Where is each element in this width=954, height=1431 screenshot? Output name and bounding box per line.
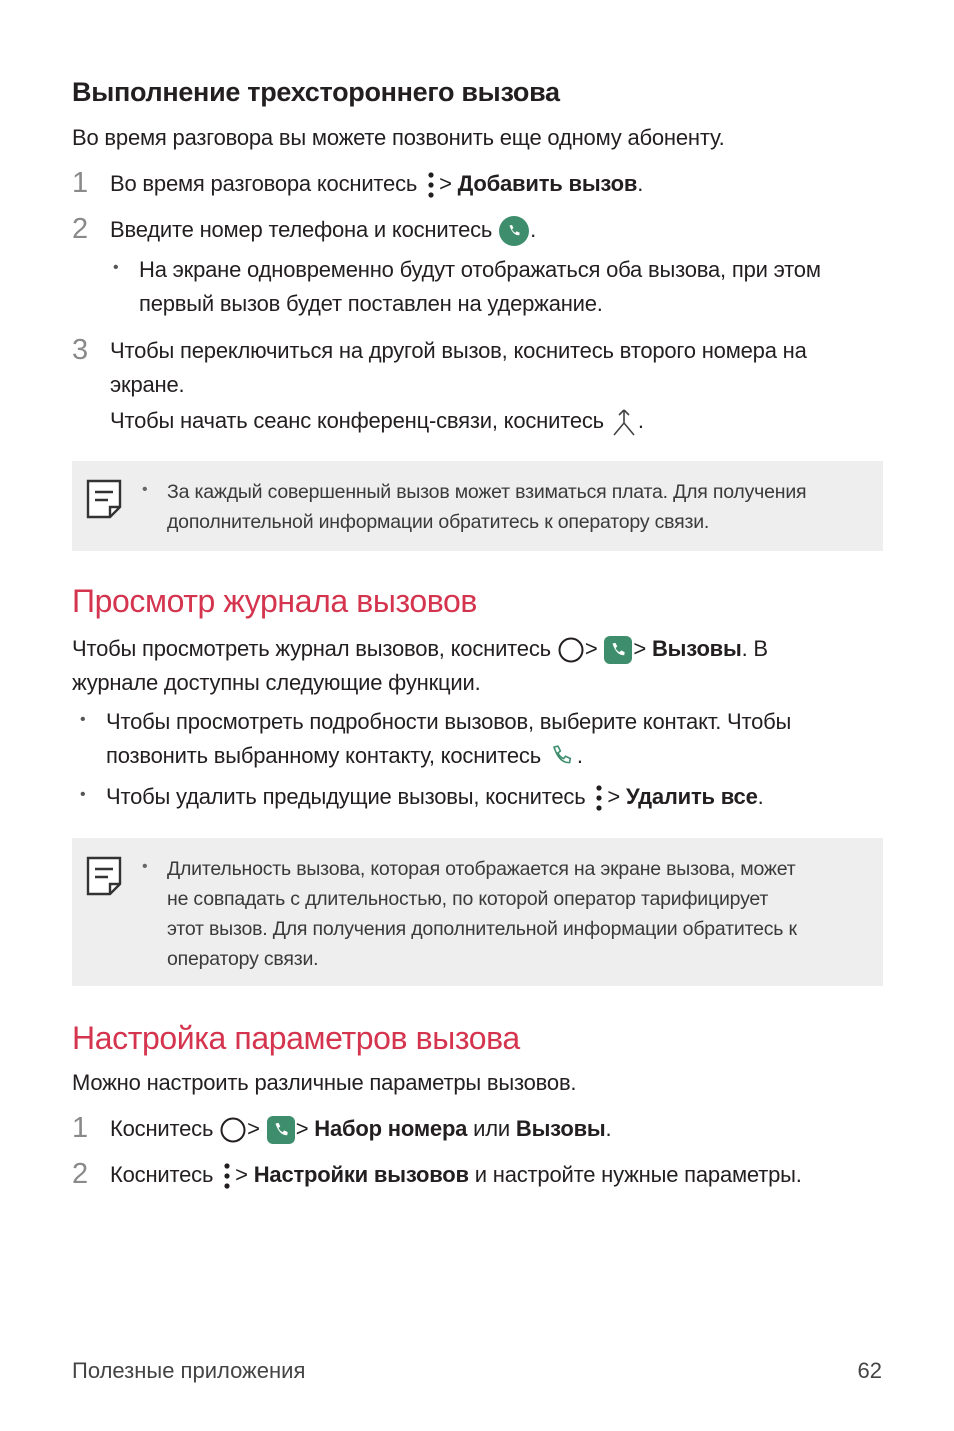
section-heading-call-settings: Настройка параметров вызова	[72, 1020, 520, 1056]
phone-outline-icon	[547, 742, 577, 772]
bullet-line: Чтобы просмотреть подробности вызовов, выберите контакт. Чтобы	[106, 709, 792, 734]
merge-icon	[610, 407, 638, 437]
home-icon	[557, 636, 585, 664]
more-vert-icon	[219, 1161, 235, 1191]
step-number: 3	[72, 334, 89, 366]
step-1	[72, 167, 884, 200]
bullet-dot: •	[80, 711, 86, 728]
menu-item-call-settings: Настройки вызовов	[253, 1162, 469, 1187]
bullet-dot: •	[80, 786, 86, 803]
step-text: Чтобы переключиться на другой вызов, коснитесь второго номера на	[110, 338, 807, 363]
bullet-dot: •	[113, 259, 119, 276]
note-line: За каждый совершенный вызов может взиматься плата. Для получения	[167, 481, 807, 503]
step-2	[72, 1158, 884, 1191]
section-intro	[72, 632, 768, 665]
step-text: и настройте нужные параметры.	[474, 1162, 802, 1187]
bullet-dot: •	[142, 481, 148, 498]
gt-separator: >	[295, 1116, 309, 1141]
menu-item-add-call: Добавить вызов	[457, 171, 638, 196]
gt-separator: >	[584, 636, 598, 661]
gt-separator: >	[235, 1162, 248, 1187]
menu-item-calls: Вызовы	[515, 1116, 606, 1141]
note-icon	[86, 479, 122, 519]
menu-item-delete-all: Удалить все	[625, 784, 758, 809]
note-line: оператору связи.	[167, 948, 319, 970]
note-line: не совпадать с длительностью, по которой оператор тарифицирует	[167, 888, 769, 910]
section-intro: Во время разговора вы можете позвонить еще одному абоненту.	[72, 125, 725, 150]
more-vert-icon	[591, 783, 607, 813]
section-heading-call-log: Просмотр журнала вызовов	[72, 583, 478, 619]
gt-separator: >	[607, 784, 621, 809]
note-line: этот вызов. Для получения дополнительной информации обратитесь к	[167, 918, 797, 940]
intro-text: . В	[741, 636, 768, 661]
punct: .	[757, 784, 764, 809]
step-number: 2	[72, 1158, 89, 1190]
step-text: Во время разговора коснитесь	[110, 171, 418, 196]
step-number: 2	[72, 213, 89, 245]
bullet-line: позвонить выбранному контакту, коснитесь	[106, 743, 541, 768]
bullet-line: первый вызов будет поставлен на удержание.	[139, 291, 603, 316]
footer-page-number: 62	[857, 1358, 882, 1383]
note-line: Длительность вызова, которая отображается на экране вызова, может	[167, 858, 796, 880]
section-intro-line2: журнале доступны следующие функции.	[72, 670, 481, 695]
menu-item-dial: Набор номера	[314, 1116, 468, 1141]
footer-chapter: Полезные приложения	[72, 1358, 306, 1383]
step-text: или	[473, 1116, 510, 1141]
section-intro: Можно настроить различные параметры вызовов.	[72, 1070, 577, 1095]
call-icon	[498, 215, 530, 247]
step-text: Введите номер телефона и коснитесь	[110, 217, 493, 242]
step-1	[72, 1112, 884, 1145]
more-vert-icon	[423, 170, 439, 200]
step-number: 1	[72, 1112, 89, 1144]
phone-app-icon	[266, 1115, 296, 1145]
bullet-line: На экране одновременно будут отображаться оба вызова, при этом	[139, 257, 821, 282]
punct: .	[530, 217, 537, 242]
step-text: экране.	[110, 372, 185, 397]
phone-app-icon	[603, 635, 633, 665]
note-box	[72, 461, 883, 551]
step-text: Чтобы начать сеанс конференц-связи, коснитесь	[110, 408, 604, 433]
section-heading-three-way-call: Выполнение трехстороннего вызова	[72, 77, 560, 107]
note-box	[72, 838, 883, 986]
punct: .	[637, 408, 644, 433]
bullet-line: Чтобы удалить предыдущие вызовы, коснитесь	[106, 784, 586, 809]
punct: .	[576, 743, 583, 768]
punct: .	[605, 1116, 612, 1141]
step-text: Коснитесь	[110, 1116, 214, 1141]
manual-page	[72, 0, 884, 1431]
intro-text: Чтобы просмотреть журнал вызовов, коснитесь	[72, 636, 551, 661]
step-number: 1	[72, 167, 89, 199]
step-2	[72, 213, 884, 246]
home-icon	[219, 1116, 247, 1144]
step-text: Коснитесь	[110, 1162, 214, 1187]
gt-separator: >	[633, 636, 647, 661]
gt-separator: >	[439, 171, 452, 196]
gt-separator: >	[247, 1116, 260, 1141]
menu-item-calls: Вызовы	[651, 636, 742, 661]
note-line: дополнительной информации обратитесь к оператору связи.	[167, 511, 710, 533]
punct: .	[637, 171, 644, 196]
bullet-dot: •	[142, 858, 148, 875]
note-icon	[86, 856, 122, 896]
